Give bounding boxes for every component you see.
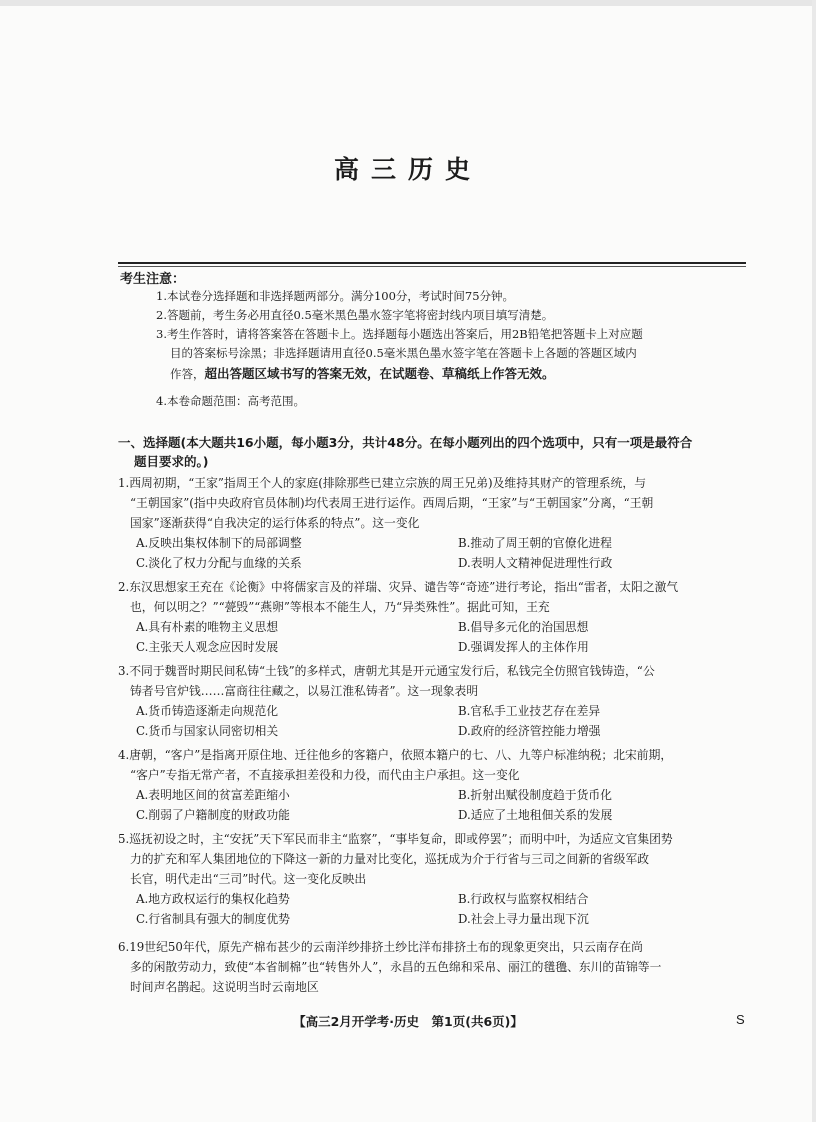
question-1 <box>118 473 752 573</box>
stem-line: 1.西周初期，“王家”指周王个人的家庭(排除那些已建立宗族的周王兄弟)及维持其财产的管理系统，与 <box>118 476 646 490</box>
stem-line: 5.巡抚初设之时，主“安抚”天下军民而非主“监察”，“事毕复命，即或停罢”；而明中叶，为适应文官集团势 <box>118 832 673 846</box>
option-c[interactable]: C.货币与国家认同密切相关 <box>136 724 279 738</box>
notice-item: 目的答案标号涂黑；非选择题请用直径0.5毫米黑色墨水签字笔在答题卡上各题的答题区域内 <box>170 346 637 360</box>
stem-line: “客户”专指无常产者，不直接承担差役和力役，而代由主户承担。这一变化 <box>130 768 520 782</box>
stem-line: 2.东汉思想家王充在《论衡》中将儒家言及的祥瑞、灾异、谴告等“奇迹”进行考论，指出“雷者，太阳之激气 <box>118 580 679 594</box>
option-b[interactable]: B.倡导多元化的治国思想 <box>458 620 589 634</box>
question-2 <box>118 577 752 657</box>
option-row <box>118 637 752 657</box>
section-heading-line: 题目要求的。) <box>134 454 209 469</box>
option-b[interactable]: B.折射出赋役制度趋于货币化 <box>458 788 612 802</box>
option-a[interactable]: A.反映出集权体制下的局部调整 <box>136 536 302 550</box>
section-heading-line: 一、选择题(本大题共16小题，每小题3分，共计48分。在每小题列出的四个选项中，只有一项是最符合 <box>118 435 693 450</box>
question-4 <box>118 745 752 825</box>
option-d[interactable]: D.政府的经济管控能力增强 <box>458 724 601 738</box>
stem-line: 也，何以明之？”“甍毁”“燕卵”等根本不能生人，乃“异类殊性”。据此可知，王充 <box>130 600 550 614</box>
notice-item-prefix: 作答， <box>170 367 205 381</box>
notice-heading: 考生注意： <box>120 272 186 287</box>
page-title: 高三历史 <box>333 155 482 184</box>
question-5 <box>118 829 752 929</box>
question-stem <box>118 937 752 997</box>
notice-item: 3.考生作答时，请将答案答在答题卡上。选择题每小题选出答案后，用2B铅笔把答题卡上对应题 <box>156 327 643 341</box>
option-c[interactable]: C.行省制具有强大的制度优势 <box>136 912 290 926</box>
header-rule-thick <box>118 262 746 264</box>
stem-line: 6.19世纪50年代，原先产棉布甚少的云南洋纱排挤土纱比洋布排挤土布的现象更突出，只云南存在尚 <box>118 940 643 954</box>
option-a[interactable]: A.表明地区间的贫富差距缩小 <box>136 788 290 802</box>
option-a[interactable]: A.具有朴素的唯物主义思想 <box>136 620 279 634</box>
option-row <box>118 553 752 573</box>
question-stem <box>118 745 752 785</box>
stem-line: 时间声名鹊起。这说明当时云南地区 <box>130 980 319 994</box>
option-row <box>118 617 752 637</box>
option-row <box>118 785 752 805</box>
notice-item-emphasis: 超出答题区域书写的答案无效，在试题卷、草稿纸上作答无效。 <box>204 366 555 381</box>
page-footer: 【高三2月开学考·历史 第1页(共6页)】 <box>293 1014 523 1029</box>
option-d[interactable]: D.强调发挥人的主体作用 <box>458 640 589 654</box>
stem-line: 国家”逐渐获得“自我决定的运行体系的特点”。这一变化 <box>130 516 420 530</box>
option-row <box>118 909 752 929</box>
question-stem <box>118 829 752 889</box>
stem-line: “王朝国家”(指中央政府官员体制)均代表周王进行运作。西周后期，“王家”与“王朝国家”分离，“王朝 <box>130 496 654 510</box>
footer-mark: S <box>736 1012 745 1027</box>
question-stem <box>118 577 752 617</box>
option-b[interactable]: B.推动了周王朝的官僚化进程 <box>458 536 612 550</box>
option-row <box>118 805 752 825</box>
option-c[interactable]: C.削弱了户籍制度的财政功能 <box>136 808 290 822</box>
notice-item: 1.本试卷分选择题和非选择题两部分。满分100分，考试时间75分钟。 <box>156 289 515 303</box>
option-b[interactable]: B.官私手工业技艺存在差异 <box>458 704 601 718</box>
notice-item: 4.本卷命题范围：高考范围。 <box>156 394 305 408</box>
stem-line: 多的闲散劳动力，致使“本省制棉”也“转售外人”，永昌的五色绵和采帛、丽江的氆氇、东川的苗锦等一 <box>130 960 662 974</box>
notice-item: 2.答题前，考生务必用直径0.5毫米黑色墨水签字笔将密封线内项目填写清楚。 <box>156 308 554 322</box>
option-d[interactable]: D.表明人文精神促进理性行政 <box>458 556 613 570</box>
option-c[interactable]: C.主张天人观念应因时发展 <box>136 640 279 654</box>
option-row <box>118 701 752 721</box>
section-heading <box>118 433 750 471</box>
option-a[interactable]: A.地方政权运行的集权化趋势 <box>136 892 290 906</box>
option-b[interactable]: B.行政权与监察权相结合 <box>458 892 589 906</box>
option-d[interactable]: D.适应了土地租佃关系的发展 <box>458 808 613 822</box>
question-6 <box>118 937 752 997</box>
notice-item-line <box>170 364 762 384</box>
option-a[interactable]: A.货币铸造逐渐走向规范化 <box>136 704 279 718</box>
option-row <box>118 721 752 741</box>
question-3 <box>118 661 752 741</box>
option-d[interactable]: D.社会上寻力量出现下沉 <box>458 912 589 926</box>
scan-edge-top <box>0 0 816 6</box>
stem-line: 4.唐朝，“客户”是指离开原住地、迁往他乡的客籍户，依照本籍户的七、八、九等户标准纳税；北宋前期， <box>118 748 673 762</box>
header-rule-thin <box>118 266 746 267</box>
stem-line: 铸者号官炉钱……富商往往藏之，以易江淮私铸者”。这一现象表明 <box>130 684 479 698</box>
stem-line: 力的扩充和军人集团地位的下降这一新的力量对比变化，巡抚成为介于行省与三司之间新的省级军政 <box>130 852 650 866</box>
question-stem <box>118 473 752 533</box>
question-stem <box>118 661 752 701</box>
option-row <box>118 889 752 909</box>
stem-line: 3.不同于魏晋时期民间私铸“土钱”的多样式，唐朝尤其是开元通宝发行后，私钱完全仿照官钱铸造，“公 <box>118 664 655 678</box>
option-row <box>118 533 752 553</box>
stem-line: 长官，明代走出“三司”时代。这一变化反映出 <box>130 872 367 886</box>
option-c[interactable]: C.淡化了权力分配与血缘的关系 <box>136 556 302 570</box>
